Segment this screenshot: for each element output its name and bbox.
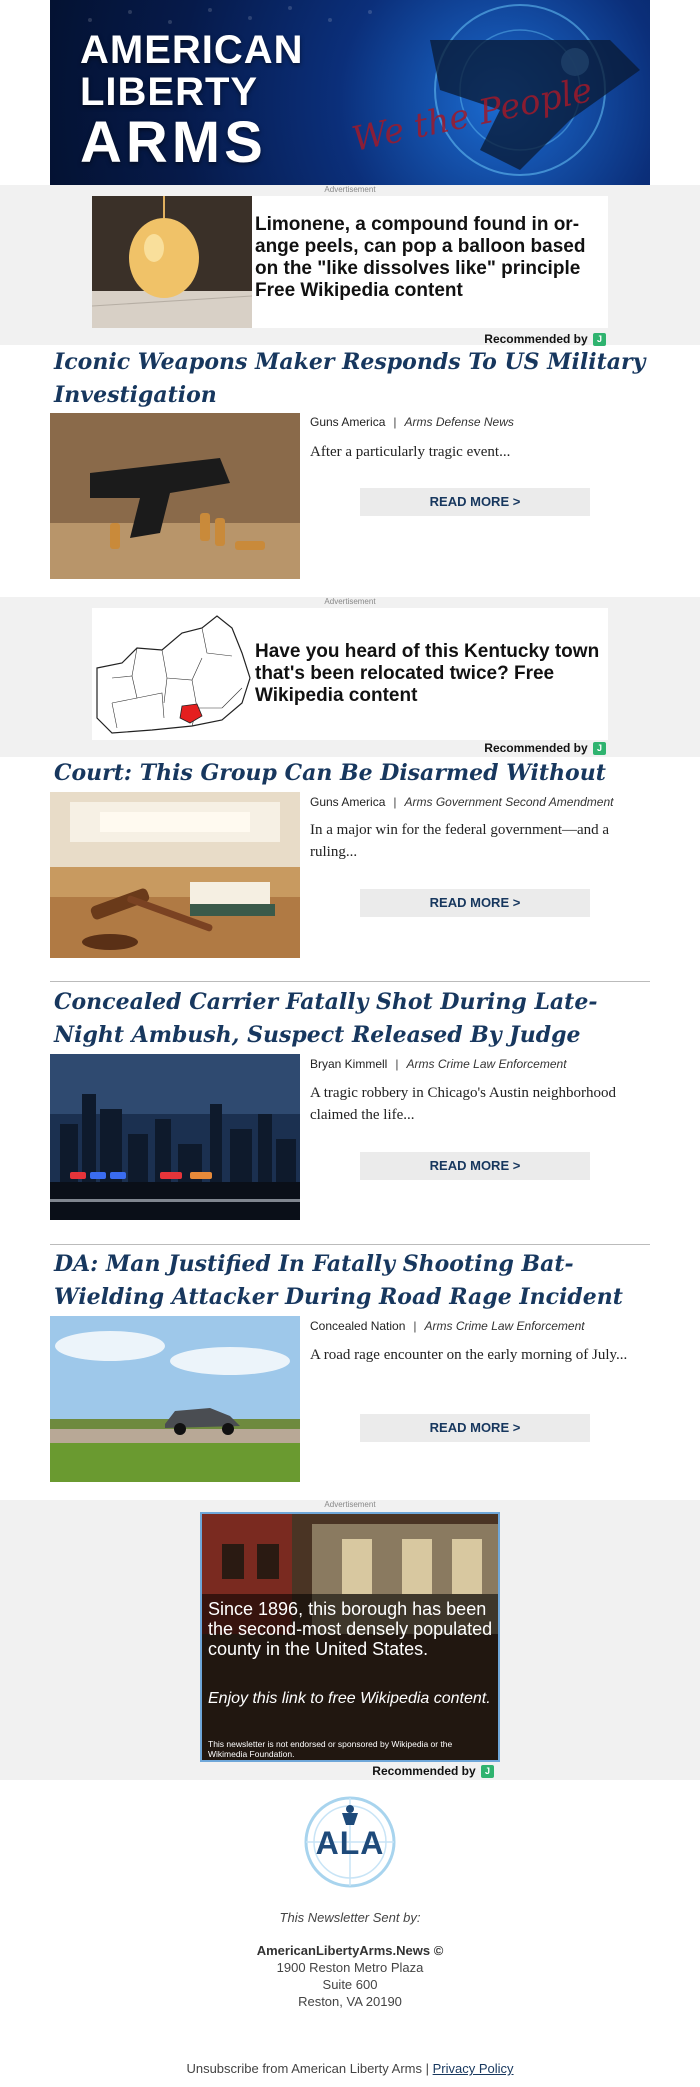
header-banner[interactable]: [50, 0, 650, 185]
recommender-badge-icon: J: [481, 1765, 494, 1778]
article-categories[interactable]: Arms Government Second Amendment: [404, 795, 614, 809]
company-name[interactable]: AmericanLibertyArms.News ©: [256, 1943, 444, 1958]
article-author[interactable]: Guns America: [310, 415, 386, 429]
article-excerpt: In a major win for the federal government—and a ruling...: [310, 822, 610, 860]
footer-separator: |: [425, 2061, 429, 2076]
ad-label: Advertisement: [324, 185, 376, 194]
logo-text: ALA: [315, 1825, 385, 1861]
read-more-button[interactable]: READ MORE >: [360, 889, 590, 917]
brand-line-3: ARMS: [80, 110, 267, 175]
address-line-3: Reston, VA 20190: [298, 1994, 402, 2009]
article-author[interactable]: Guns America: [310, 795, 386, 809]
article-divider: [50, 1244, 650, 1245]
article-categories[interactable]: Arms Crime Law Enforcement: [406, 1057, 567, 1071]
recommender-badge-icon: J: [593, 742, 606, 755]
meta-separator: |: [413, 1319, 417, 1333]
recommended-label: Recommended by: [372, 1764, 476, 1778]
ala-logo[interactable]: [296, 1795, 404, 1890]
brand-logo: [80, 28, 304, 175]
recommended-by[interactable]: [484, 741, 606, 755]
meta-separator: |: [393, 795, 397, 809]
recommended-label: Recommended by: [484, 332, 588, 346]
article-thumbnail-police-city[interactable]: [50, 1054, 300, 1220]
ad-card-2[interactable]: [92, 608, 608, 740]
ad-text[interactable]: Have you heard of this Kentucky town that's been relocated twice? Free Wikipedia content: [255, 641, 600, 706]
brand-line-2: LIBERTY: [80, 70, 259, 114]
address-line-2: Suite 600: [322, 1977, 378, 1992]
article-headline[interactable]: Iconic Weapons Maker Responds To US Military Investigation: [54, 349, 646, 408]
ad-card-3[interactable]: [200, 1512, 500, 1762]
article-headline[interactable]: Court: This Group Can Be Disarmed Without: [54, 760, 606, 786]
ad-block-1: [0, 185, 700, 345]
ad-image-balloon: [92, 196, 252, 328]
article-author[interactable]: Bryan Kimmell: [310, 1057, 388, 1071]
recommended-by[interactable]: [484, 332, 606, 346]
unsubscribe-link[interactable]: Unsubscribe from American Liberty Arms: [186, 2061, 422, 2076]
ad-subtext[interactable]: Enjoy this link to free Wikipedia content.: [208, 1690, 491, 1707]
ad-card-1[interactable]: [92, 196, 608, 328]
we-the-people-script: We the People: [348, 70, 596, 160]
ad-block-2: [0, 597, 700, 757]
article-meta: [310, 415, 514, 429]
privacy-policy-link[interactable]: Privacy Policy: [432, 2061, 514, 2076]
article-thumbnail-courtroom[interactable]: [50, 792, 300, 958]
article-categories[interactable]: Arms Crime Law Enforcement: [424, 1319, 585, 1333]
read-more-button[interactable]: READ MORE >: [360, 488, 590, 516]
recommender-badge-icon: J: [593, 333, 606, 346]
read-more-button[interactable]: READ MORE >: [360, 1152, 590, 1180]
meta-separator: |: [395, 1057, 399, 1071]
ad-text[interactable]: Since 1896, this borough has been the second-most densely populated county in the United States.: [208, 1599, 493, 1659]
ad-label: Advertisement: [324, 597, 376, 606]
article-headline[interactable]: Concealed Carrier Fatally Shot During Late-Night Ambush, Suspect Released By Judge: [54, 989, 598, 1048]
ad-disclaimer: This newsletter is not endorsed or sponsored by Wikipedia or the Wikimedia Foundation.: [208, 1739, 453, 1759]
footer-links: [0, 2061, 700, 2076]
sent-by-label: This Newsletter Sent by:: [279, 1910, 421, 1925]
brand-line-1: AMERICAN: [80, 28, 304, 72]
article-author[interactable]: Concealed Nation: [310, 1319, 406, 1333]
address-line-1: 1900 Reston Metro Plaza: [276, 1960, 424, 1975]
article-meta: [310, 1057, 567, 1071]
article-excerpt: A road rage encounter on the early morning of July...: [310, 1347, 628, 1363]
recommended-label: Recommended by: [484, 741, 588, 755]
ad-image-kentucky-map: [92, 608, 252, 740]
meta-separator: |: [393, 415, 397, 429]
read-more-button[interactable]: READ MORE >: [360, 1414, 590, 1442]
article-meta: [310, 1319, 585, 1333]
ad-text[interactable]: Limonene, a compound found in or-ange peels, can pop a balloon based on the "like dissolves like" principle Free Wikipedia content: [255, 214, 586, 301]
article-excerpt: A tragic robbery in Chicago's Austin neighborhood claimed the life...: [310, 1085, 616, 1123]
ad-label: Advertisement: [324, 1500, 376, 1509]
article-meta: [310, 795, 613, 809]
article-headline[interactable]: DA: Man Justified In Fatally Shooting Bat-Wielding Attacker During Road Rage Incident: [54, 1251, 623, 1310]
article-divider: [50, 981, 650, 982]
article-categories[interactable]: Arms Defense News: [404, 415, 514, 429]
article-excerpt: After a particularly tragic event...: [310, 444, 511, 460]
article-thumbnail-car-road[interactable]: [50, 1316, 300, 1482]
recommended-by[interactable]: [372, 1764, 494, 1778]
article-thumbnail-pistol[interactable]: [50, 413, 300, 579]
